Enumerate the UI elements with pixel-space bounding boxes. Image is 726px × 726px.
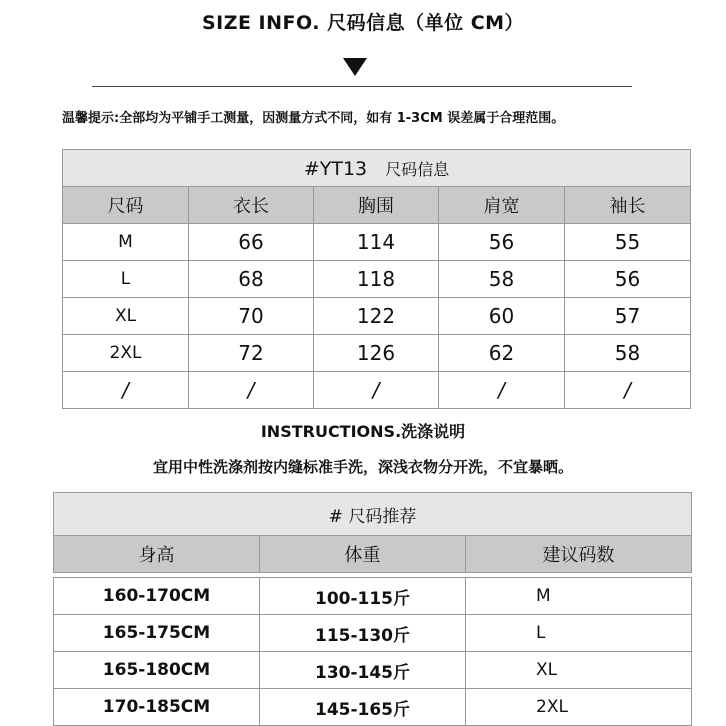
- table-cell: 165-180CM: [54, 652, 260, 689]
- column-header: 身高: [54, 536, 260, 573]
- table-cell: 145-165斤: [260, 689, 466, 726]
- product-code: #YT13: [303, 157, 368, 180]
- table-cell: 60: [439, 298, 565, 335]
- table-cell: 2XL: [466, 689, 692, 726]
- size-table-header-row: [63, 187, 691, 224]
- table-cell: 122: [314, 298, 439, 335]
- recommend-header-row: [54, 536, 692, 573]
- table-cell: 57: [565, 298, 691, 335]
- instructions-title: INSTRUCTIONS.洗涤说明: [260, 422, 466, 441]
- size-table-caption-text: 尺码信息: [385, 159, 450, 179]
- table-cell: 70: [189, 298, 314, 335]
- column-header: 体重: [260, 536, 466, 573]
- table-cell: 56: [439, 224, 565, 261]
- table-row: [63, 261, 691, 298]
- table-row: [63, 335, 691, 372]
- column-header: 衣长: [189, 187, 314, 224]
- table-row: [54, 652, 692, 689]
- table-cell: 58: [439, 261, 565, 298]
- measurement-note: 温馨提示:全部均为平铺手工测量，因测量方式不同，如有 1-3CM 误差属于合理范围。: [62, 111, 565, 126]
- table-cell: XL: [466, 652, 692, 689]
- table-row: [54, 689, 692, 726]
- table-cell: 165-175CM: [54, 615, 260, 652]
- column-header: 袖长: [565, 187, 691, 224]
- table-cell: M: [63, 224, 189, 261]
- table-cell: /: [314, 372, 439, 409]
- table-cell: 66: [189, 224, 314, 261]
- column-header: 肩宽: [439, 187, 565, 224]
- page-title: SIZE INFO. 尺码信息（单位 CM）: [201, 12, 525, 34]
- table-cell: /: [439, 372, 565, 409]
- table-cell: 160-170CM: [54, 578, 260, 615]
- table-cell: 56: [565, 261, 691, 298]
- table-row: [54, 615, 692, 652]
- recommend-caption: # 尺码推荐: [54, 493, 692, 536]
- table-cell: 68: [189, 261, 314, 298]
- table-cell: 130-145斤: [260, 652, 466, 689]
- table-cell: 115-130斤: [260, 615, 466, 652]
- table-cell: 72: [189, 335, 314, 372]
- table-cell: 126: [314, 335, 439, 372]
- size-table-caption-row: [63, 150, 691, 187]
- table-cell: L: [466, 615, 692, 652]
- table-row: [63, 224, 691, 261]
- table-cell: /: [565, 372, 691, 409]
- divider-line: [92, 86, 632, 87]
- table-cell: 55: [565, 224, 691, 261]
- size-table-caption: [63, 150, 691, 187]
- table-cell: 62: [439, 335, 565, 372]
- table-row: [54, 578, 692, 615]
- table-cell: 114: [314, 224, 439, 261]
- table-cell: M: [466, 578, 692, 615]
- table-cell: 118: [314, 261, 439, 298]
- column-header: 胸围: [314, 187, 439, 224]
- table-row: [63, 298, 691, 335]
- table-cell: 100-115斤: [260, 578, 466, 615]
- column-header: 建议码数: [466, 536, 692, 573]
- size-recommendation-table: [53, 492, 692, 726]
- table-cell: L: [63, 261, 189, 298]
- table-cell: 170-185CM: [54, 689, 260, 726]
- recommend-caption-row: [54, 493, 692, 536]
- table-cell: /: [63, 372, 189, 409]
- size-info-table: [62, 149, 691, 409]
- washing-instructions: 宜用中性洗涤剂按内缝标准手洗，深浅衣物分开洗，不宜暴晒。: [152, 458, 573, 476]
- table-cell: /: [189, 372, 314, 409]
- column-header: 尺码: [63, 187, 189, 224]
- table-row: [63, 372, 691, 409]
- table-cell: 58: [565, 335, 691, 372]
- down-triangle-icon: [343, 58, 367, 76]
- table-cell: XL: [63, 298, 189, 335]
- table-cell: 2XL: [63, 335, 189, 372]
